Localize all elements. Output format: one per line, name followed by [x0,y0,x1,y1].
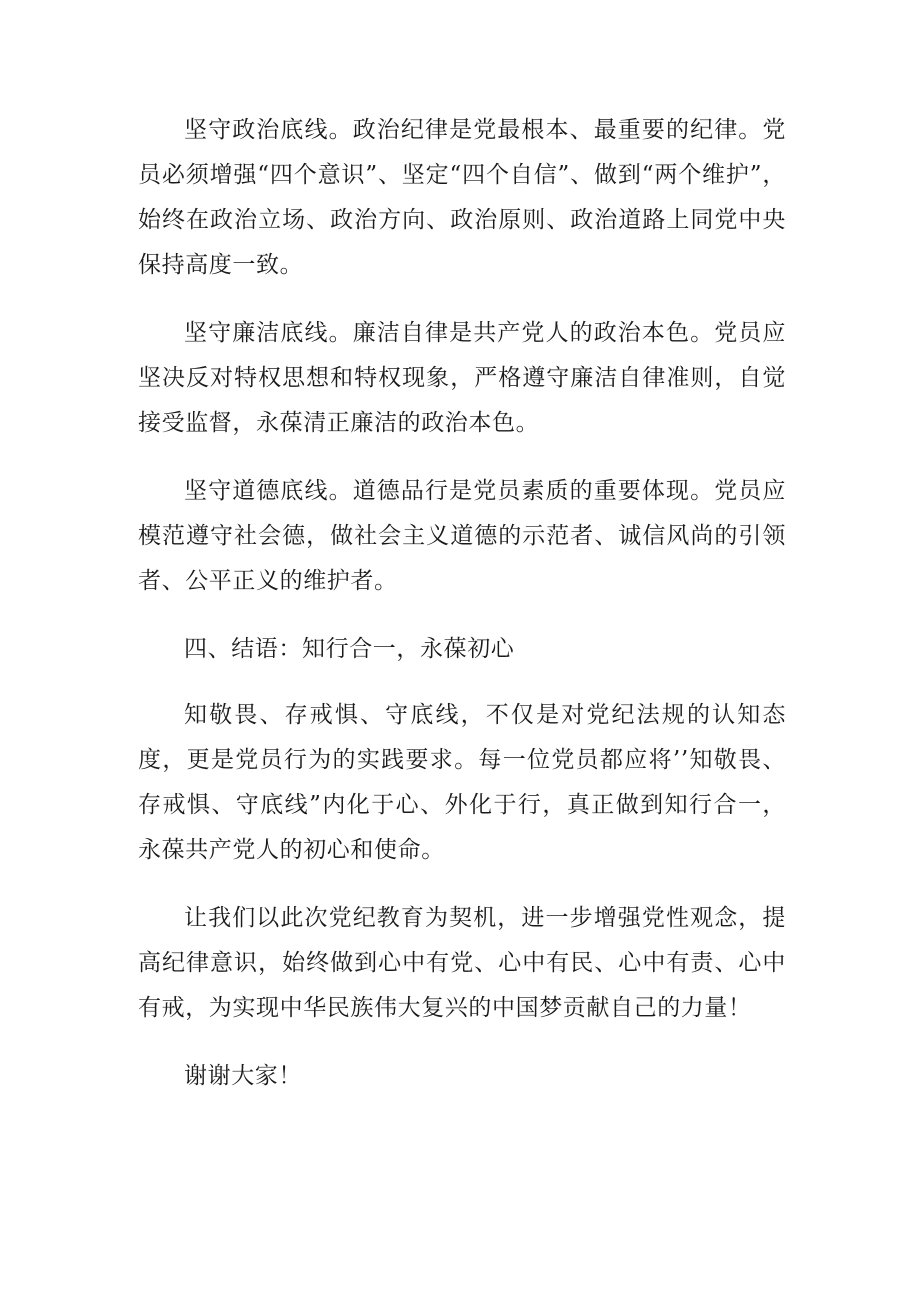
closing-thanks: 谢谢大家！ [184,1063,302,1089]
paragraph-political-bottom-line: 坚守政治底线。政治纪律是党最根本、最重要的纪律。党员必须增强“四个意识”、坚定“四个自信”、做到“两个维护”，始终在政治立场、政治方向、政治原则、政治道路上同党中央保持高度一致。 [138,117,786,278]
paragraph-integrity-bottom-line: 坚守廉洁底线。廉洁自律是共产党人的政治本色。党员应坚决反对特权思想和特权现象，严格遵守廉洁自律准则，自觉接受监督，永葆清正廉洁的政治本色。 [138,320,786,436]
paragraph-moral-bottom-line: 坚守道德底线。道德品行是党员素质的重要体现。党员应模范遵守社会德，做社会主义道德的示范者、诚信风尚的引领者、公平正义的维护者。 [138,478,786,594]
paragraph-unity-of-knowledge-and-action: 知敬畏、存戒惧、守底线，不仅是对党纪法规的认知态度，更是党员行为的实践要求。每一位党员都应将’’知敬畏、存戒惧、守底线”内化于心、外化于行，真正做到知行合一，永葆共产党人的初心和使命。 [138,702,786,863]
section-heading-conclusion: 四、结语：知行合一，永葆初心 [184,636,515,662]
document-body [138,108,786,1122]
paragraph-call-to-action: 让我们以此次党纪教育为契机，进一步增强党性观念，提高纪律意识，始终做到心中有党、心中有民、心中有责、心中有戒，为实现中华民族伟大复兴的中国梦贡献自己的力量！ [138,905,786,1021]
